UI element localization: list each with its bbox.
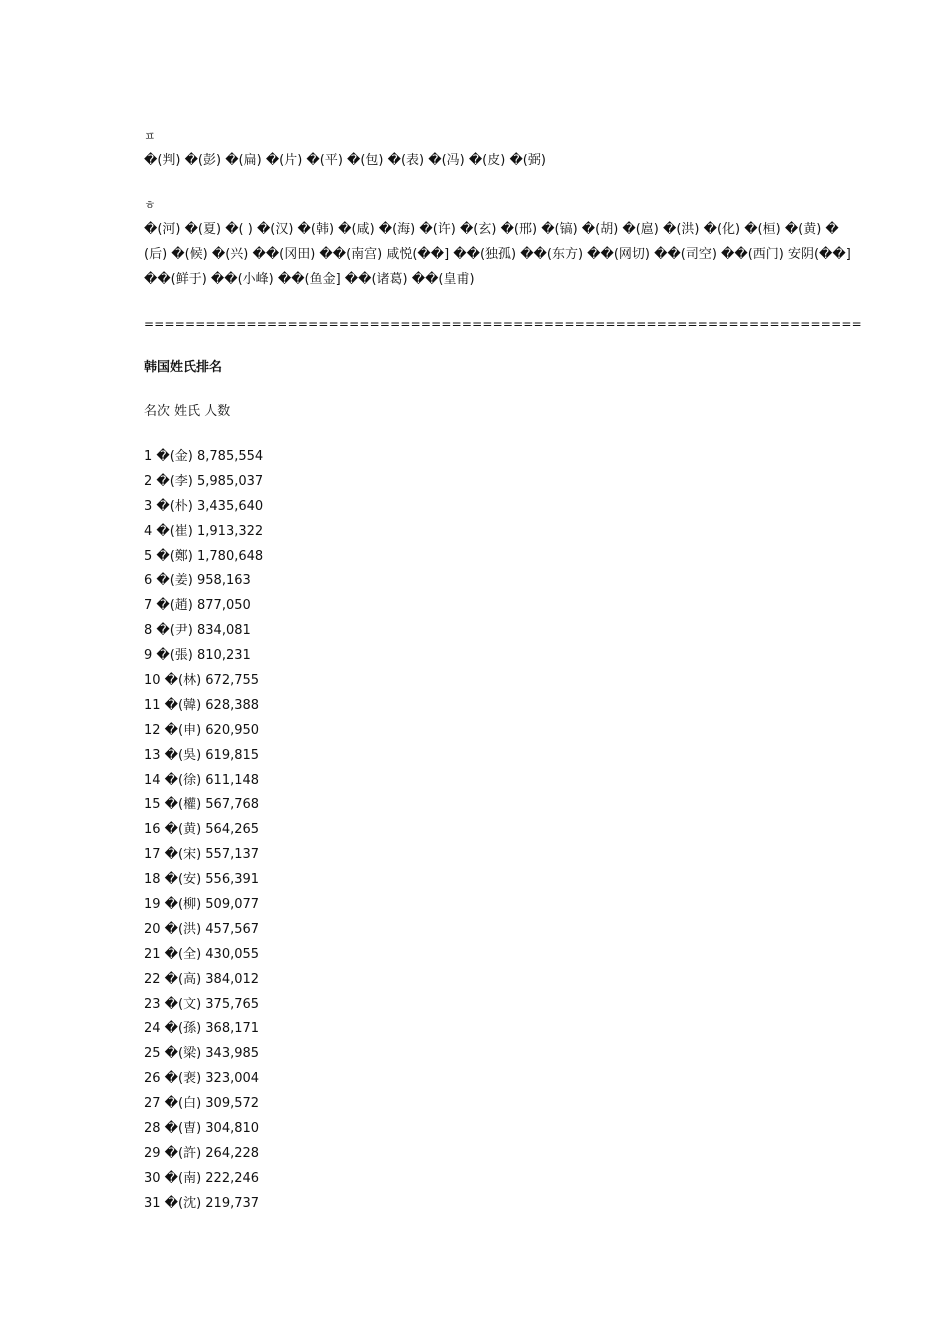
ranking-row: 20 �(洪) 457,567	[144, 921, 260, 937]
ranking-row: 8 �(尹) 834,081	[144, 623, 251, 639]
surname-line-p: �(判) �(彭) �(扁) �(片) �(平) �(包) �(表) �(冯) �(皮) �(弼)	[144, 153, 546, 168]
ranking-row: 7 �(趙) 877,050	[144, 598, 251, 614]
ranking-row: 18 �(安) 556,391	[144, 872, 260, 888]
ranking-row: 22 �(高) 384,012	[144, 971, 260, 987]
ranking-title: 韩国姓氏排名	[144, 360, 223, 375]
ranking-row: 1 �(金) 8,785,554	[144, 449, 264, 464]
jamo-heading-p: ㅍ	[144, 129, 156, 143]
ranking-row: 11 �(韓) 628,388	[144, 697, 260, 713]
ranking-row: 25 �(梁) 343,985	[144, 1046, 260, 1062]
ranking-row: 5 �(鄭) 1,780,648	[144, 548, 264, 564]
jamo-heading-h: ㅎ	[144, 198, 156, 212]
ranking-row: 26 �(裵) 323,004	[144, 1071, 260, 1087]
ranking-row: 30 �(南) 222,246	[144, 1170, 260, 1186]
ranking-row: 29 �(許) 264,228	[144, 1145, 260, 1161]
ranking-row: 3 �(朴) 3,435,640	[144, 498, 264, 514]
ranking-row: 10 �(林) 672,755	[144, 673, 260, 689]
ranking-row: 6 �(姜) 958,163	[144, 573, 251, 589]
ranking-row: 15 �(權) 567,768	[144, 797, 260, 813]
ranking-row: 31 �(沈) 219,737	[144, 1195, 260, 1211]
surname-line-h-1: �(河) �(夏) �( ) �(汉) �(韩) �(咸) �(海) �(许) �(玄) �(邢) �(镐) �(胡) �(扈) �(洪) �(化) �(桓) �(黄) �	[144, 222, 839, 237]
ranking-row: 12 �(申) 620,950	[144, 722, 260, 738]
ranking-row: 23 �(文) 375,765	[144, 996, 260, 1012]
ranking-row: 21 �(全) 430,055	[144, 946, 260, 962]
surname-line-h-2: (后) �(候) �(兴) ��(冈田) ��(南宫) 咸悦(��] ��(独孤) ��(东方) ��(网切) ��(司空) ��(西门) 安阴(��]	[144, 247, 851, 262]
ranking-row: 16 �(黄) 564,265	[144, 822, 260, 838]
ranking-row: 24 �(孫) 368,171	[144, 1021, 260, 1037]
ranking-row: 14 �(徐) 611,148	[144, 772, 260, 788]
ranking-row: 27 �(白) 309,572	[144, 1096, 260, 1112]
ranking-header: 名次 姓氏 人数	[144, 404, 231, 419]
ranking-row: 28 �(曺) 304,810	[144, 1121, 260, 1137]
ranking-list	[144, 447, 263, 1219]
ranking-row: 19 �(柳) 509,077	[144, 897, 260, 913]
separator-line: ======================================================================	[144, 317, 862, 331]
ranking-row: 13 �(吳) 619,815	[144, 747, 260, 763]
ranking-row: 2 �(李) 5,985,037	[144, 473, 264, 489]
surname-line-h-3: ��(鲜于) ��(小峰) ��(鱼金] ��(诸葛) ��(皇甫)	[144, 272, 475, 287]
ranking-row: 4 �(崔) 1,913,322	[144, 523, 264, 539]
ranking-row: 17 �(宋) 557,137	[144, 847, 260, 863]
ranking-row: 9 �(張) 810,231	[144, 648, 251, 664]
